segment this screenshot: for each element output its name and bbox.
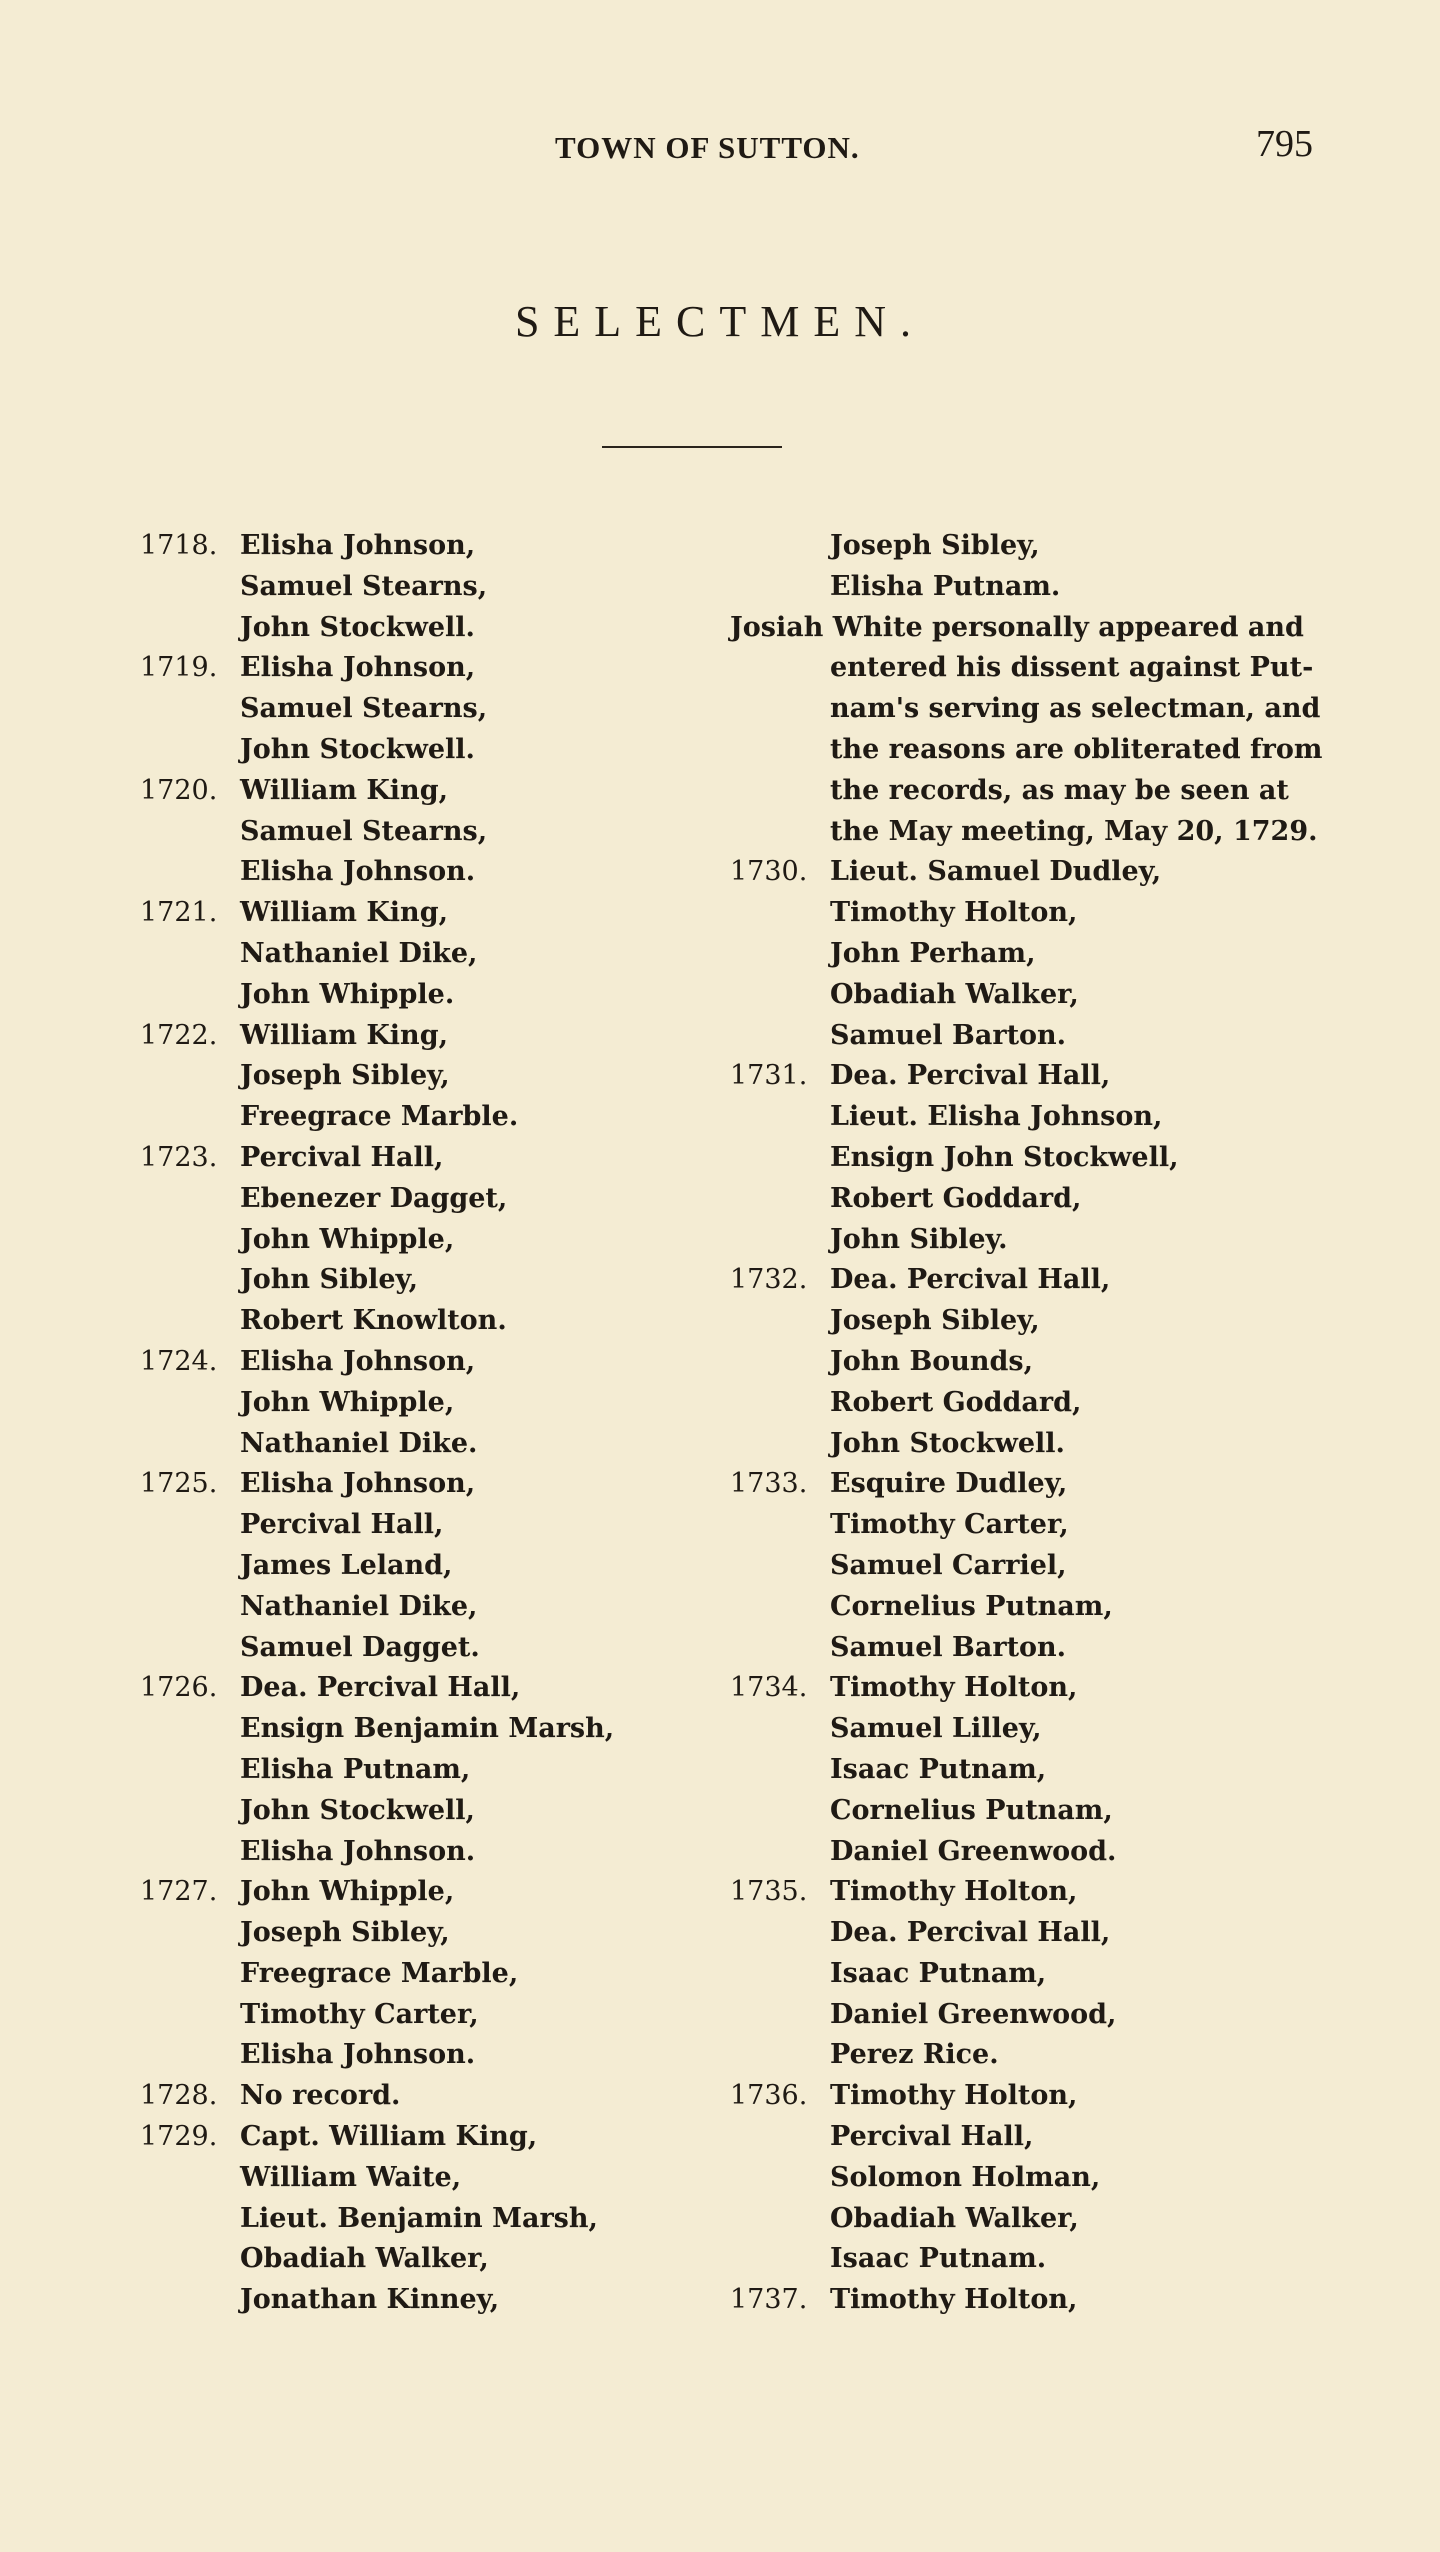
entry-year: 1731. [730,1060,808,1092]
entry-line [140,975,700,1016]
entry-line [140,1220,700,1261]
entry-line [730,1791,1340,1832]
entry-year [140,1913,240,1954]
entry-year [730,2199,830,2240]
selectman-name: John Stockwell. [830,1427,1065,1459]
entry-year [140,1546,240,1587]
selectman-name: Joseph Sibley, [240,1917,450,1949]
selectman-name: Joseph Sibley, [240,1060,450,1092]
entry-line [140,1505,700,1546]
entry-line [730,1301,1340,1342]
selectman-name: Isaac Putnam, [830,1957,1047,1989]
entry-line [140,2158,700,2199]
title-rule [602,446,782,448]
entry-line [140,608,700,649]
selectman-name: Timothy Carter, [240,1998,479,2030]
entry-year: 1725. [140,1468,218,1500]
entry-line [140,1179,700,1220]
entry-line [140,893,700,934]
entry-line [140,2035,700,2076]
selectman-name: Elisha Johnson, [240,1468,476,1500]
selectman-name: John Bounds, [830,1345,1034,1377]
entry-year [140,608,240,649]
selectman-name: Elisha Putnam, [240,1753,471,1785]
selectman-name: Solomon Holman, [830,2161,1101,2193]
entry-year [140,567,240,608]
note-line: the records, as may be seen at [830,774,1289,806]
entry-line [730,2076,1340,2117]
entry-year [730,1995,830,2036]
note-line: Josiah White personally appeared and [730,611,1304,643]
entry-year [730,1750,830,1791]
entry-line [140,1056,700,1097]
selectman-name: John Whipple, [240,1876,455,1908]
selectman-name: Cornelius Putnam, [830,1794,1113,1826]
selectman-name: Samuel Stearns, [240,693,488,725]
entry-year [730,2035,830,2076]
entry-year [730,1913,830,1954]
selectman-name: John Whipple, [240,1386,455,1418]
selectman-name: John Whipple, [240,1223,455,1255]
entry-year [140,1832,240,1873]
entry-line [730,1097,1340,1138]
entry-year [140,1750,240,1791]
entry-year [140,2035,240,2076]
selectman-name: Dea. Percival Hall, [240,1672,521,1704]
selectman-name: Robert Goddard, [830,1386,1082,1418]
running-head [0,122,1440,172]
entry-year: 1732. [730,1264,808,1296]
selectman-name: Jonathan Kinney, [240,2284,500,2316]
selectman-name: Esquire Dudley, [830,1468,1068,1500]
selectman-name: Isaac Putnam, [830,1753,1047,1785]
entry-year [140,1301,240,1342]
entry-line [730,1260,1340,1301]
entry-year [140,852,240,893]
entry-line [140,648,700,689]
selectman-name: Percival Hall, [830,2121,1034,2153]
selectman-name: Elisha Johnson, [240,530,476,561]
entry-year [140,2280,240,2321]
selectman-name: William Waite, [240,2161,462,2193]
selectman-name: William King, [240,774,448,806]
entry-year: 1733. [730,1468,808,1500]
entry-line [140,1424,700,1465]
entry-year [730,1546,830,1587]
entry-year [730,2117,830,2158]
entry-line [140,689,700,730]
entry-year [730,1301,830,1342]
entry-line [730,1995,1340,2036]
selectman-name: Samuel Lilley, [830,1713,1042,1745]
entry-line [140,730,700,771]
selectman-name: John Stockwell. [240,733,475,765]
entry-line [140,1587,700,1628]
entry-year [140,1954,240,1995]
entry-line [730,1220,1340,1261]
entry-line [140,2076,700,2117]
entry-line [730,1872,1340,1913]
entry-year [730,1220,830,1261]
selectman-name: Timothy Holton, [830,1672,1078,1704]
entry-line [140,1791,700,1832]
selectman-name: Daniel Greenwood, [830,1998,1117,2030]
selectman-name: Ebenezer Dagget, [240,1182,508,1214]
selectman-name: John Sibley. [830,1223,1008,1255]
selectman-name: Timothy Holton, [830,2284,1078,2316]
entry-line [140,1546,700,1587]
entry-year [730,1954,830,1995]
entry-line [730,2199,1340,2240]
entry-line [140,2280,700,2321]
entry-line [730,1342,1340,1383]
selectman-name: Lieut. Elisha Johnson, [830,1101,1163,1133]
entry-year: 1736. [730,2080,808,2112]
entry-year [140,730,240,771]
entry-year [730,1383,830,1424]
entry-year [730,1709,830,1750]
left-column [140,526,700,2321]
entry-year [730,1628,830,1669]
selectman-name: Dea. Percival Hall, [830,1264,1111,1296]
entry-year [730,1342,830,1383]
entry-line [730,975,1340,1016]
entry-year: 1728. [140,2080,218,2112]
selectman-name: Percival Hall, [240,1141,444,1173]
selectman-name: Obadiah Walker, [240,2243,489,2275]
selectman-name: John Perham, [830,937,1036,969]
entry-line [140,1832,700,1873]
entry-line [140,1301,700,1342]
entry-year: 1724. [140,1345,218,1377]
entry-line [730,1138,1340,1179]
entry-year [140,1424,240,1465]
entry-line [730,1505,1340,1546]
selectman-name: James Leland, [240,1549,453,1581]
selectman-name: Daniel Greenwood. [830,1835,1117,1867]
entry-year: 1737. [730,2284,808,2316]
selectman-name: Elisha Johnson, [240,652,476,684]
selectman-name: Elisha Putnam. [830,570,1061,602]
selectman-name: Samuel Carriel, [830,1549,1067,1581]
entry-year [140,2239,240,2280]
selectman-name: John Stockwell. [240,611,475,643]
entry-line [730,1464,1340,1505]
selectman-name: Timothy Holton, [830,1876,1078,1908]
entry-line [140,812,700,853]
entry-year [140,1179,240,1220]
selectman-name: Timothy Holton, [830,2080,1078,2112]
selectman-name: Dea. Percival Hall, [830,1917,1111,1949]
selectman-name: Elisha Johnson. [240,856,476,888]
entry-line [730,1056,1340,1097]
selectman-name: Ensign John Stockwell, [830,1141,1179,1173]
entry-year: 1722. [140,1019,218,1051]
entry-year [730,1791,830,1832]
entry-year [140,1587,240,1628]
entry-line [730,1424,1340,1465]
selectman-name: Elisha Johnson. [240,2039,476,2071]
entry-line [140,771,700,812]
page-number: 795 [1256,123,1313,165]
entry-year [730,975,830,1016]
entry-year [730,1832,830,1873]
entry-line [140,934,700,975]
entry-line [140,852,700,893]
selectman-name: Joseph Sibley, [830,1305,1040,1337]
entry-line [730,2280,1340,2321]
entry-line [730,2239,1340,2280]
entry-line [730,934,1340,975]
entry-line [730,1750,1340,1791]
entry-line [140,1016,700,1057]
selectman-name: Isaac Putnam. [830,2243,1047,2275]
entry-line [140,1709,700,1750]
entry-year [140,689,240,730]
selectman-name: Ensign Benjamin Marsh, [240,1713,615,1745]
entry-line [730,1546,1340,1587]
entry-year [730,2158,830,2199]
entry-year [140,1056,240,1097]
entry-year [140,1628,240,1669]
entry-year: 1727. [140,1876,218,1908]
entry-year: 1730. [730,856,808,888]
entry-line [730,1709,1340,1750]
entry-line [730,852,1340,893]
selectman-name: No record. [240,2080,401,2112]
entry-line [730,1016,1340,1057]
entry-line [140,2239,700,2280]
entry-year [730,567,830,608]
entry-line [730,1954,1340,1995]
entry-line [140,1097,700,1138]
selectman-name: Nathaniel Dike, [240,1590,478,1622]
selectman-name: William King, [240,897,448,929]
entry-line [730,2158,1340,2199]
selectman-name: John Sibley, [240,1264,419,1296]
selectman-name: Timothy Carter, [830,1509,1069,1541]
note-line: nam's serving as selectman, and [830,693,1321,725]
entry-line [140,2199,700,2240]
selectman-name: Joseph Sibley, [830,530,1040,561]
continuation-line [730,567,1340,608]
selectman-name: William King, [240,1019,448,1051]
entry-line [140,1464,700,1505]
entry-line [140,1668,700,1709]
entry-year [730,1138,830,1179]
entry-line [140,2117,700,2158]
entry-year [140,1260,240,1301]
selectman-name: Nathaniel Dike, [240,937,478,969]
selectman-name: Elisha Johnson. [240,1835,476,1867]
selectman-name: Obadiah Walker, [830,978,1079,1010]
selectman-name: Samuel Barton. [830,1631,1067,1663]
entry-line [140,1342,700,1383]
selectman-name: Samuel Stearns, [240,570,488,602]
note-line: the reasons are obliterated from [830,733,1323,765]
continuation-line [730,526,1340,567]
entry-year [140,2158,240,2199]
selectman-name: John Whipple. [240,978,455,1010]
selectman-name: Obadiah Walker, [830,2202,1079,2234]
entry-line [730,893,1340,934]
selectman-name: Samuel Barton. [830,1019,1067,1051]
entry-year [140,934,240,975]
entry-year [730,1505,830,1546]
entry-year [140,975,240,1016]
entry-year [140,1097,240,1138]
entry-year [730,1587,830,1628]
selectman-name: Timothy Holton, [830,897,1078,929]
entry-year [140,812,240,853]
entry-line [140,1995,700,2036]
entry-year: 1735. [730,1876,808,1908]
entry-line [140,1628,700,1669]
entry-year [730,934,830,975]
entry-line [730,2035,1340,2076]
entry-line [140,526,700,567]
selectman-name: John Stockwell, [240,1794,475,1826]
entry-line [730,1832,1340,1873]
entry-line [730,1179,1340,1220]
selectman-name: Elisha Johnson, [240,1345,476,1377]
entry-line [730,1668,1340,1709]
entry-line [140,1750,700,1791]
entry-year [140,1383,240,1424]
selectman-name: Perez Rice. [830,2039,999,2071]
entry-year: 1726. [140,1672,218,1704]
right-column [730,526,1340,2321]
entry-year [140,1505,240,1546]
entry-year [140,2199,240,2240]
selectman-name: Freegrace Marble. [240,1101,519,1133]
entry-year: 1723. [140,1141,218,1173]
selectman-name: Cornelius Putnam, [830,1590,1113,1622]
selectman-name: Capt. William King, [240,2121,538,2153]
entry-year: 1718. [140,530,218,561]
selectman-name: Freegrace Marble, [240,1957,519,1989]
selectman-name: Lieut. Benjamin Marsh, [240,2202,598,2234]
entry-year [730,1016,830,1057]
section-title: SELECTMEN. [514,297,926,346]
selectman-name: Samuel Dagget. [240,1631,480,1663]
entry-year: 1720. [140,774,218,806]
entry-line [140,1383,700,1424]
entry-line [730,1383,1340,1424]
selectman-name: Dea. Percival Hall, [830,1060,1111,1092]
entry-year [140,1709,240,1750]
entry-year [730,1097,830,1138]
entry-line [140,1913,700,1954]
entry-line [140,1138,700,1179]
entry-line [140,567,700,608]
entry-year [730,526,830,567]
selectman-name: Lieut. Samuel Dudley, [830,856,1162,888]
entry-year: 1721. [140,897,218,929]
note-line: entered his dissent against Put- [830,652,1314,684]
entry-year [140,1220,240,1261]
running-title: TOWN OF SUTTON. [555,130,860,165]
entry-line [730,2117,1340,2158]
selectman-name: Robert Knowlton. [240,1305,507,1337]
entry-line [730,1913,1340,1954]
entry-year: 1719. [140,652,218,684]
selectman-name: Robert Goddard, [830,1182,1082,1214]
entry-year: 1729. [140,2121,218,2153]
entry-line [140,1954,700,1995]
selectman-name: Nathaniel Dike. [240,1427,478,1459]
entry-year [140,1995,240,2036]
note-line: the May meeting, May 20, 1729. [830,815,1318,847]
entry-year: 1734. [730,1672,808,1704]
entry-year [730,893,830,934]
entry-line [730,1628,1340,1669]
entry-line [140,1872,700,1913]
entry-year [730,1424,830,1465]
selectman-name: Samuel Stearns, [240,815,488,847]
entry-year [140,1791,240,1832]
entry-year [730,2239,830,2280]
entry-line [140,1260,700,1301]
entry-year [730,1179,830,1220]
selectman-name: Percival Hall, [240,1509,444,1541]
entry-line [730,1587,1340,1628]
